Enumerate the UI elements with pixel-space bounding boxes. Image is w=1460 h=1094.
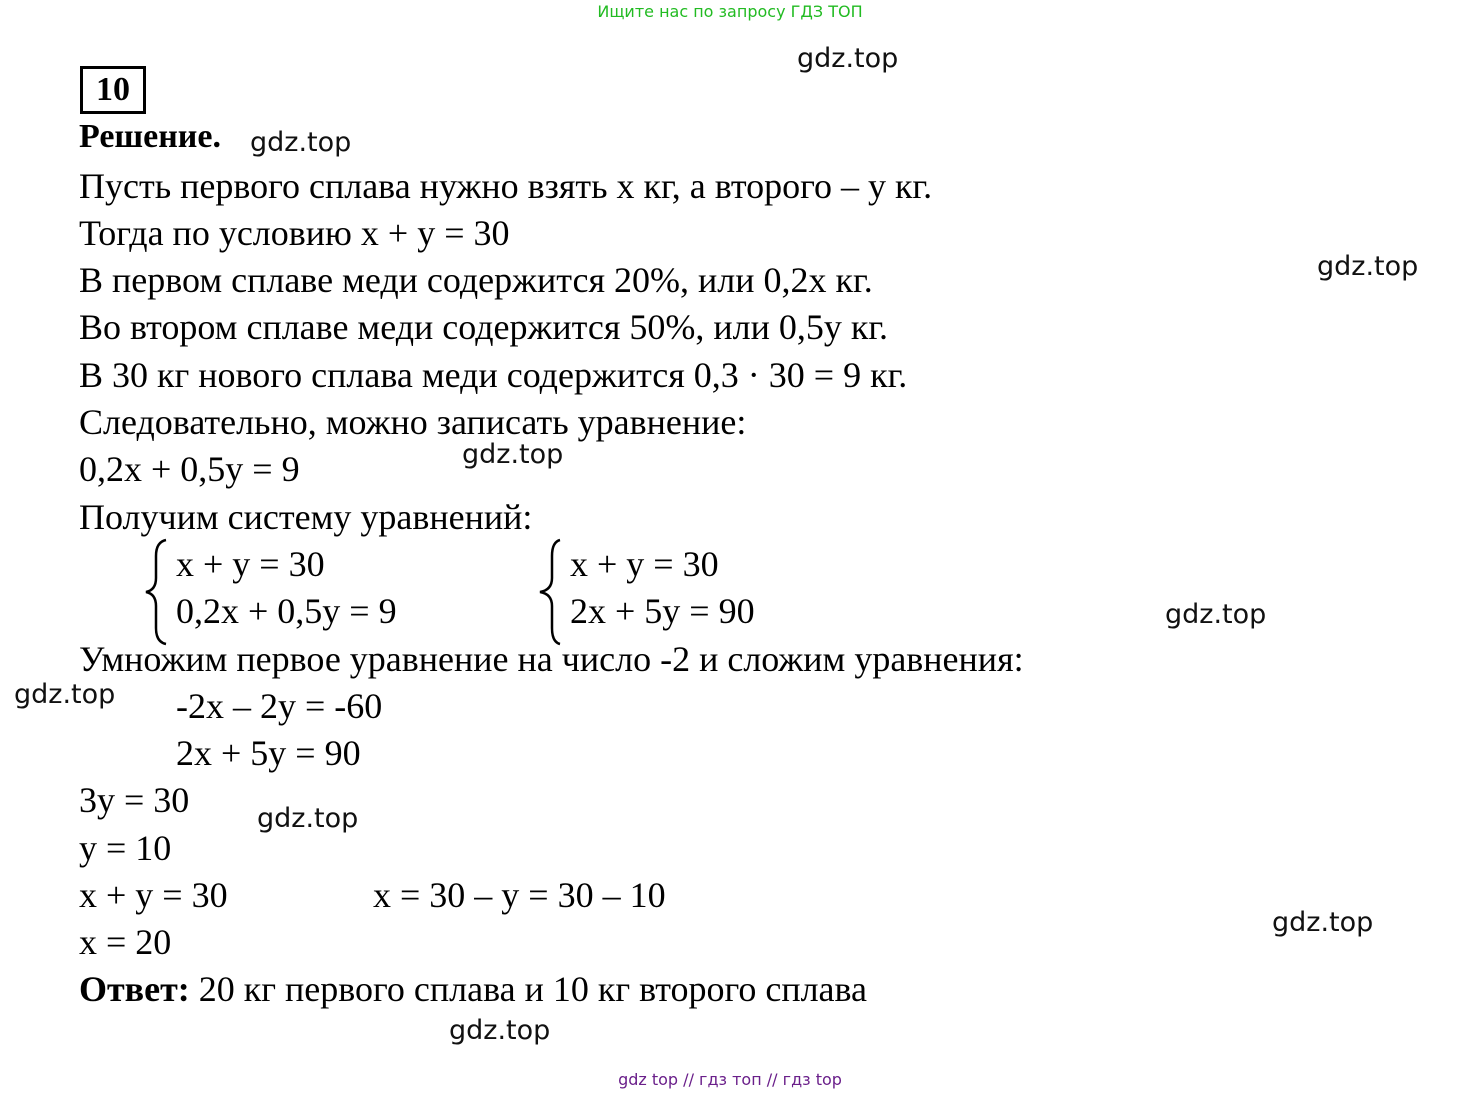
watermark: gdz.top [1272,907,1374,938]
equation-line: 0,2x + 0,5y = 9 [79,449,300,489]
text-line: Тогда по условию x + y = 30 [79,213,510,253]
answer-label: Ответ: [79,969,190,1009]
system-brace-left [142,538,172,646]
text-line: В 30 кг нового сплава меди содержится 0,3 · 30 = 9 кг. [79,355,908,395]
watermark: gdz.top [1165,599,1267,630]
system1-eq1: x + y = 30 [176,544,325,584]
side-step: x = 30 – y = 30 – 10 [373,875,666,915]
text-line: В первом сплаве меди содержится 20%, или 0,2x кг. [79,260,873,300]
system-brace-right [536,538,566,646]
text-line: Во втором сплаве меди содержится 50%, или 0,5y кг. [79,307,889,347]
footer-link-gdz-top-ru[interactable]: гдз топ [699,1070,762,1089]
text-line: Пусть первого сплава нужно взять x кг, а второго – у кг. [79,166,933,206]
footer-separator: // [683,1070,694,1089]
footer-link-gdz-top-mixed[interactable]: гдз top [782,1070,842,1089]
task-number: 10 [80,66,146,114]
step-line: x + y = 30 [79,875,228,915]
text-line: Следовательно, можно записать уравнение: [79,402,747,442]
answer-line [79,971,867,1007]
solution-heading: Решение. [79,118,221,155]
sum-eq1: -2x – 2y = -60 [176,686,383,726]
system2-eq2: 2x + 5y = 90 [570,591,755,631]
text-line: Умножим первое уравнение на число -2 и сложим уравнения: [79,639,1024,679]
system2-eq1: x + y = 30 [570,544,719,584]
system1-eq2: 0,2x + 0,5y = 9 [176,591,397,631]
watermark: gdz.top [14,679,116,710]
watermark: gdz.top [257,803,359,834]
sum-eq2: 2x + 5y = 90 [176,733,361,773]
footer-separator: // [766,1070,778,1089]
footer-links [0,1070,1460,1089]
step-line: 3y = 30 [79,780,190,820]
text-line: Получим систему уравнений: [79,497,533,537]
watermark: gdz.top [462,439,564,470]
top-banner-link[interactable]: Ищите нас по запросу ГДЗ ТОП [597,2,863,21]
watermark: gdz.top [250,127,352,158]
watermark: gdz.top [797,43,899,74]
step-line: y = 10 [79,828,172,868]
footer-link-gdz-top[interactable]: gdz top [618,1070,679,1089]
watermark: gdz.top [1317,251,1419,282]
watermark: gdz.top [449,1015,551,1046]
step-line: x = 20 [79,922,172,962]
answer-text: 20 кг первого сплава и 10 кг второго сплава [198,969,868,1009]
